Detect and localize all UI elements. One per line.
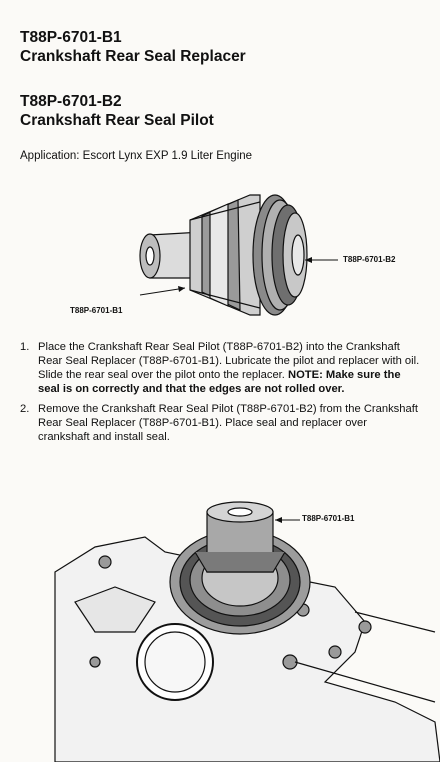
step-2-number: 2. <box>20 403 30 415</box>
replacer-title: Crankshaft Rear Seal Replacer <box>20 48 246 65</box>
replacer-part-number: T88P-6701-B1 <box>20 29 122 46</box>
pilot-title: Crankshaft Rear Seal Pilot <box>20 112 214 129</box>
step-1-text: Place the Crankshaft Rear Seal Pilot (T88P-6701-B2) into the Crankshaft Rear Seal Replacer (T88P-6701-B1). Lubricate the pilot and replacer with oil. Slide the rear seal over the pilot onto the replacer. <box>38 341 420 381</box>
tool-illustration <box>110 180 340 330</box>
application-line: Application: Escort Lynx EXP 1.9 Liter Engine <box>20 150 253 162</box>
step-1 <box>20 340 420 396</box>
step-2-text: Remove the Crankshaft Rear Seal Pilot (T88P-6701-B2) from the Crankshaft Rear Seal Replacer (T88P-6701-B1). Place seal and replacer over crankshaft and install seal. <box>38 403 418 443</box>
instruction-steps <box>20 340 420 450</box>
replacer-callout-label-2: T88P-6701-B1 <box>302 514 355 523</box>
step-2 <box>20 402 420 444</box>
pilot-callout-label: T88P-6701-B2 <box>343 255 396 264</box>
step-1-number: 1. <box>20 341 30 353</box>
pilot-part-number: T88P-6701-B2 <box>20 93 122 110</box>
step-1-note: NOTE: Make sure the seal is on correctly and that the edges are not rolled over. <box>38 369 401 395</box>
replacer-callout-label: T88P-6701-B1 <box>70 306 123 315</box>
installation-illustration <box>35 492 440 762</box>
